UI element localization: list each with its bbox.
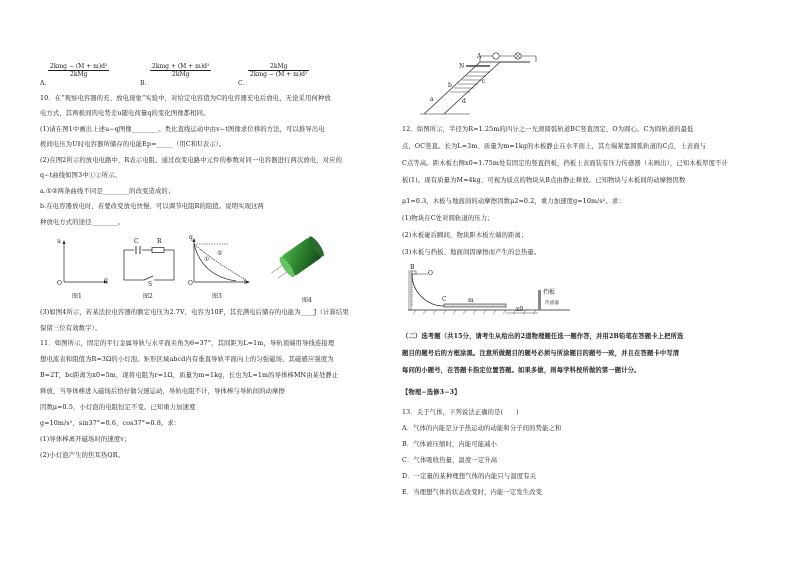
q10-line-7: a.①②两条曲线不同是________的改变造成的； <box>40 188 175 195</box>
q13-option-b: B．气体被压缩时，内能可能减小 <box>402 441 498 448</box>
option-c-label: C. <box>238 80 245 87</box>
ammeter-label: A <box>477 53 482 60</box>
q10-line-8: b.在电容器放电时，若要改变放电快慢，可以调节电阻R的阻值。说明实现这两 <box>40 203 264 210</box>
q11-line-2: 想电流表和阻值为R=3Ω的小灯泡。矩形区域abcd内有垂直导轨平面向上的匀强磁场，其磁感应强度为 <box>40 356 334 363</box>
q12-o-label: O <box>428 270 433 277</box>
q11-line-6: g=10m/s²，sin37°=0.6，cos37°=0.8。求： <box>40 420 181 427</box>
q12-line-5: μ1=0.3，木板与地面间的动摩擦因数μ2=0.2，重力加速度g=10m/s²。求： <box>402 198 625 205</box>
fig2-c-label: C <box>134 238 139 245</box>
fig4-caption: 图4 <box>302 297 312 304</box>
option-c-numerator: 2kMg <box>248 63 309 71</box>
q12-line-8: (3)木板与挡板、地面间因摩擦而产生的总热量。 <box>402 249 541 256</box>
q10-line-6: q−t曲线如图3中①②所示。 <box>40 172 121 179</box>
q12-line-6: (1)物块在C处对圆轨道的压力； <box>402 215 494 222</box>
q13-option-d: D．一定量的某种理想气体的内能只与温度有关 <box>402 473 537 480</box>
fig1-caption: 图1 <box>72 293 82 300</box>
q11-line-7: (1)导体棒离开磁场时的速度v； <box>40 436 131 443</box>
q10-line-9: 种放电方式的途径________。 <box>40 219 125 226</box>
q13-option-a: A．气体的内能是分子热运动的动能和分子间的势能之和 <box>402 425 562 432</box>
fig3-t-label: t <box>244 279 247 286</box>
region-d-label: d <box>462 98 466 105</box>
fig1-u-label: u <box>57 238 61 245</box>
q11-line-5: 因数μ=0.5，小灯泡的电阻恒定不变。已知重力加速度 <box>40 404 196 411</box>
elective-title: 【物理−选修3−3】 <box>402 389 461 396</box>
q12-x0-label: x0 <box>516 306 524 313</box>
option-c-denominator: 2kmg − (M + m)d² <box>250 71 308 78</box>
q13-option-c: C．气体吸收热量，温度一定升高 <box>402 457 498 464</box>
section2-line-3: 每问的小题号，在答题卡指定位置答题。如果多做，则每学科按所做的第一题计分。 <box>402 367 641 374</box>
q13-option-e: E．当理想气体的状态改变时，内能一定发生改变 <box>402 489 543 496</box>
option-a-fraction <box>48 63 109 78</box>
q10-line-1: 10．在“观察电容器的充、放电现象”实验中，对给定电容值为C的电容器充电后放电，无论采用何种放 <box>40 95 331 102</box>
fig1-o-label: O <box>57 280 62 287</box>
option-b-fraction <box>150 63 211 78</box>
q11-line-4: 释放，当导体棒进入磁场后恰好做匀速运动，导轨电阻不计，导体棒与导轨间的动摩擦 <box>40 388 285 395</box>
fig3-o-label: O <box>188 280 193 287</box>
q10-3-line-2: 保留三位有效数字）。 <box>40 325 102 332</box>
figure-2-circuit <box>120 244 178 286</box>
region-a-label: a <box>430 96 434 103</box>
region-c-label: c <box>482 78 486 85</box>
option-a-label: A. <box>40 80 47 87</box>
rod-n-label: N <box>459 63 465 70</box>
q12-b-label: B <box>410 264 415 271</box>
fig3-curve-2: ② <box>217 250 223 257</box>
q12-baffle-label: 挡板 <box>543 289 556 296</box>
q13-stem: 13．关于气体，下列说法正确的是( ) <box>402 409 519 416</box>
q10-line-4: 极间电压为U时电容器所储存的电能Ep=_____（用C和U表示）。 <box>40 141 226 148</box>
option-a-numerator: 2kmg − (M + m)d² <box>50 63 108 70</box>
option-a-denominator: 2kMg <box>70 71 88 78</box>
option-b-numerator: 2kmg + (M + m)d² <box>152 63 210 70</box>
fig1-q-label: q <box>104 277 108 284</box>
option-b-label: B. <box>140 80 147 87</box>
q12-line-1: 12．如图所示，半径为R=1.25m的四分之一光滑圆弧轨道BC竖直固定，O为圆心。C为圆轨道的最低 <box>402 126 694 133</box>
q12-sensor-label: 传感器 <box>545 301 559 306</box>
q10-line-3: (1)请在图1中画出上述u−q图像________。类比直线运动中由v−t图像求位移的方法，可以推导出电 <box>40 126 325 133</box>
region-b-label: b <box>448 82 452 89</box>
q10-line-5: (2)在图2所示的放电电路中，R表示电阻。通过改变电路中元件的参数对同一电容器进行两次放电，对应的 <box>40 157 343 164</box>
q12-m-label: m <box>468 297 474 304</box>
section2-line-2: 题目的题号后的方框涂黑。注意所做题目的题号必须与所涂题目的题号一致，并且在答题卡中写清 <box>402 350 680 357</box>
fig3-q-label: q <box>189 234 193 241</box>
q10-3-line-1: (3)如图4所示，若某法拉电容器的额定电压为2.7V，电容为10F，其充满电后储存的电能为____J（计算结果 <box>40 309 349 316</box>
q12-line-7: (2)木板碰后瞬间，物块距木板左端的距离； <box>402 232 528 239</box>
q12-line-2: 点，OC竖直。长为L=3m、质量为m=1kg的木板静止在水平面上，其左端紧靠圆弧轨道的C点，上表面与 <box>402 143 707 150</box>
fig2-r-label: R <box>157 238 162 245</box>
section2-line-1: （二）选考题（共15分，请考生从给出的2道物理题任选一题作答，并用2B铅笔在答题卡上把所选 <box>402 333 684 340</box>
q11-line-8: (2)小灯泡产生的焦耳热QR。 <box>40 452 125 459</box>
figure-1-uq-axes <box>58 238 108 286</box>
option-c-fraction <box>248 63 309 78</box>
q11-line-1: 11．如图所示，固定的平行金属导轨与水平面夹角为θ=37°，其间距为L=1m，导轨顶端用导线连接理 <box>40 340 335 347</box>
q12-line-3: C点等高。距木板右侧x0=1.75m处有固定的竖直挡板，挡板上表面装有压力传感器（未画出），已知木板厚度不计 <box>402 160 728 167</box>
fig2-caption: 图2 <box>143 293 153 300</box>
fig3-caption: 图3 <box>212 293 222 300</box>
q12-c-label: C <box>442 296 447 303</box>
figure-3-qt-curves <box>188 236 250 288</box>
figure-4-capacitor <box>268 232 340 294</box>
q11-rails-figure <box>420 52 540 120</box>
option-b-denominator: 2kMg <box>172 71 190 78</box>
fig2-s-label: S <box>148 281 153 288</box>
fig3-curve-1: ① <box>204 256 210 263</box>
q10-line-2: 电方式，其两极间的电势差u随电荷量q的变化图像都相同。 <box>40 110 210 117</box>
q11-line-3: B=2T，bc距离为x0=5m，现将电阻为r=1Ω，质量为m=1kg，长也为L=1m的导体棒MN由某处静止 <box>40 372 339 379</box>
q12-line-4: 板(1)。现有质量为M=4kg、可视为质点的物块从B点由静止释放。已知物块与木板间的动摩擦因数 <box>402 177 686 184</box>
